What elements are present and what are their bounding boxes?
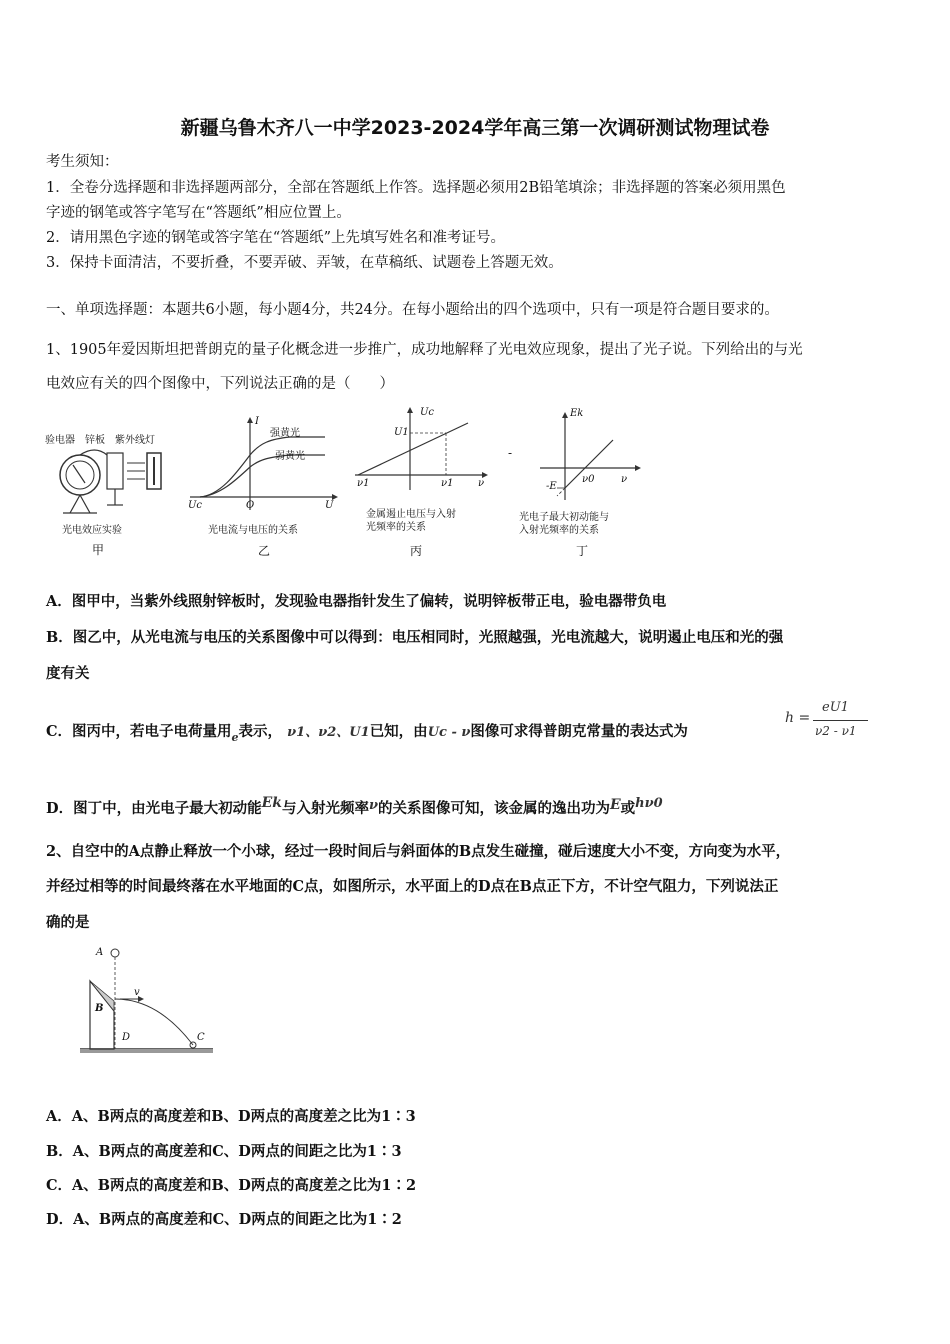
fig-yi-strong: 强黄光	[270, 428, 300, 439]
q1-option-c-text-3: 已知，由	[369, 723, 428, 740]
formula-numerator: eU1	[822, 700, 849, 715]
q2-stem-line2: 并经过相等的时间最终落在水平地面的C点，如图所示，水平面上的D点在B点正下方，不计空气阻力，下列说法正	[46, 878, 779, 895]
notice-item-3: 3．保持卡面清洁，不要折叠，不要弄破、弄皱，在草稿纸、试题卷上答题无效。	[46, 255, 563, 271]
page-title: 新疆乌鲁木齐八一中学2023-2024学年高三第一次调研测试物理试卷	[180, 117, 770, 139]
fig-jia-top-labels: 验电器 锌板 紫外线灯	[45, 435, 155, 446]
q2-fig-d: D	[122, 1032, 131, 1043]
q1-option-d-text-2: 与入射光频率	[281, 800, 369, 817]
notice-item-1: 1．全卷分选择题和非选择题两部分，全部在答题纸上作答。选择题必须用2B铅笔填涂；非选择题的答案必须用黑色	[46, 180, 786, 196]
q1-option-c	[46, 722, 688, 748]
q1-option-b-line1: B．图乙中，从光电流与电压的关系图像中可以得到：电压相同时，光照越强，光电流越大，说明遏止电压和光的强	[46, 629, 784, 646]
formula-denominator: ν2 - ν1	[815, 724, 857, 738]
fig-ding-v0: ν0	[582, 474, 595, 485]
q2-stem-line3: 确的是	[46, 914, 90, 931]
planck-formula	[785, 700, 875, 750]
q2-option-d: D．A、B两点的高度差和C、D两点的间距之比为1∶2	[46, 1211, 402, 1228]
formula-h-eq: h =	[785, 710, 811, 726]
fig-ding-name: 丁	[576, 544, 589, 558]
q1-option-c-text-1: C．图丙中，若电子电荷量用	[46, 723, 232, 740]
q1-option-c-sep2: 、	[336, 725, 350, 740]
fig-yi-uc: Uc	[188, 500, 203, 511]
fig-ding-neg-e: -E	[546, 481, 557, 492]
fig-yi-axis-u: U	[325, 500, 334, 511]
fig-bing-name: 丙	[410, 544, 423, 558]
notice-heading: 考生须知：	[46, 154, 119, 170]
current-voltage-graph	[180, 415, 340, 515]
q1-stem-line2: 电效应有关的四个图像中，下列说法正确的是（ ）	[46, 376, 394, 392]
stopping-voltage-graph	[350, 405, 490, 495]
q1-option-b-line2: 度有关	[46, 665, 90, 682]
q1-option-c-text-4: 图像可求得普朗克常量的表达式为	[470, 723, 688, 740]
q2-option-b: B．A、B两点的高度差和C、D两点的间距之比为1∶3	[46, 1143, 402, 1160]
fig-ding-caption-1: 光电子最大初动能与	[519, 512, 609, 523]
q2-option-c: C．A、B两点的高度差和B、D两点的高度差之比为1∶2	[46, 1177, 417, 1194]
notice-item-1-cont: 字迹的钢笔或答字笔写在“答题纸”相应位置上。	[46, 205, 351, 221]
fig-bing-caption-1: 金属遏止电压与入射	[366, 509, 456, 520]
q1-option-d-text-3: 的关系图像可知，该金属的逸出功为	[377, 800, 610, 817]
q2-option-a: A．A、B两点的高度差和B、D两点的高度差之比为1∶3	[46, 1108, 416, 1125]
fig-bing-v2: ν1	[441, 478, 454, 489]
fig-bing-caption-2: 光频率的关系	[366, 522, 426, 533]
q2-fig-v: v	[134, 987, 140, 998]
fig-ding-axis-x: ν	[621, 474, 628, 485]
stray-dash: -	[508, 446, 513, 460]
q1-stem-line1: 1、1905年爱因斯坦把普朗克的量子化概念进一步推广，成功地解释了光电效应现象，提出了光子说。下列给出的与光	[46, 342, 803, 358]
q1-option-a: A．图甲中，当紫外线照射锌板时，发现验电器指针发生了偏转，说明锌板带正电，验电器带负电	[46, 593, 667, 610]
notice-item-2: 2．请用黑色字迹的钢笔或答字笔在“答题纸”上先填写姓名和准考证号。	[46, 230, 506, 246]
q1-option-c-v1: ν1	[287, 725, 306, 740]
q1-option-d-text-4: 或	[620, 800, 636, 817]
q1-option-c-ucv: Uc - ν	[427, 725, 471, 740]
q1-option-d-text-1: D．图丁中，由光电子最大初动能	[46, 800, 262, 817]
fig-jia-name: 甲	[92, 543, 105, 557]
fig-yi-caption: 光电流与电压的关系	[208, 525, 298, 536]
fig-bing-u1: U1	[394, 427, 409, 438]
fig-yi-name: 乙	[258, 544, 271, 558]
fig-yi-weak: 弱黄光	[275, 451, 305, 462]
fig-bing-axis-y: Uc	[420, 407, 435, 418]
section-heading: 一、单项选择题：本题共6小题，每小题4分，共24分。在每小题给出的四个选项中，只有一项是符合题目要求的。	[46, 302, 779, 318]
q2-stem-line1: 2、自空中的A点静止释放一个小球，经过一段时间后与斜面体的B点发生碰撞，碰后速度大小不变，方向变为水平，	[46, 843, 791, 860]
q1-option-d	[46, 793, 663, 819]
q2-fig-c: C	[197, 1032, 205, 1043]
q2-fig-a: A	[96, 947, 104, 958]
q1-option-c-sep1: 、	[305, 725, 319, 740]
q1-option-c-u1: U1	[349, 725, 370, 740]
q1-option-c-e: e	[231, 731, 239, 744]
q2-fig-b: B	[95, 1003, 104, 1014]
fig-yi-axis-i: I	[255, 416, 259, 427]
fig-yi-origin: O	[246, 500, 255, 511]
fraction-bar	[813, 720, 868, 721]
q1-option-d-nu: ν	[368, 798, 378, 813]
fig-bing-v1: ν1	[357, 478, 370, 489]
q1-option-c-v2: ν2	[318, 725, 337, 740]
q1-option-d-ek: Ek	[261, 795, 282, 811]
photoelectric-apparatus-drawing	[45, 445, 185, 520]
q1-option-d-hv0: hν0	[635, 796, 663, 811]
fig-bing-axis-x: ν	[478, 478, 485, 489]
q1-option-c-text-2: 表示，	[238, 723, 283, 740]
fig-ding-caption-2: 入射光频率的关系	[519, 525, 599, 536]
fig-jia-caption: 光电效应实验	[62, 525, 122, 536]
q1-option-d-e: E	[609, 797, 621, 813]
fig-ding-axis-y: Ek	[570, 408, 584, 419]
